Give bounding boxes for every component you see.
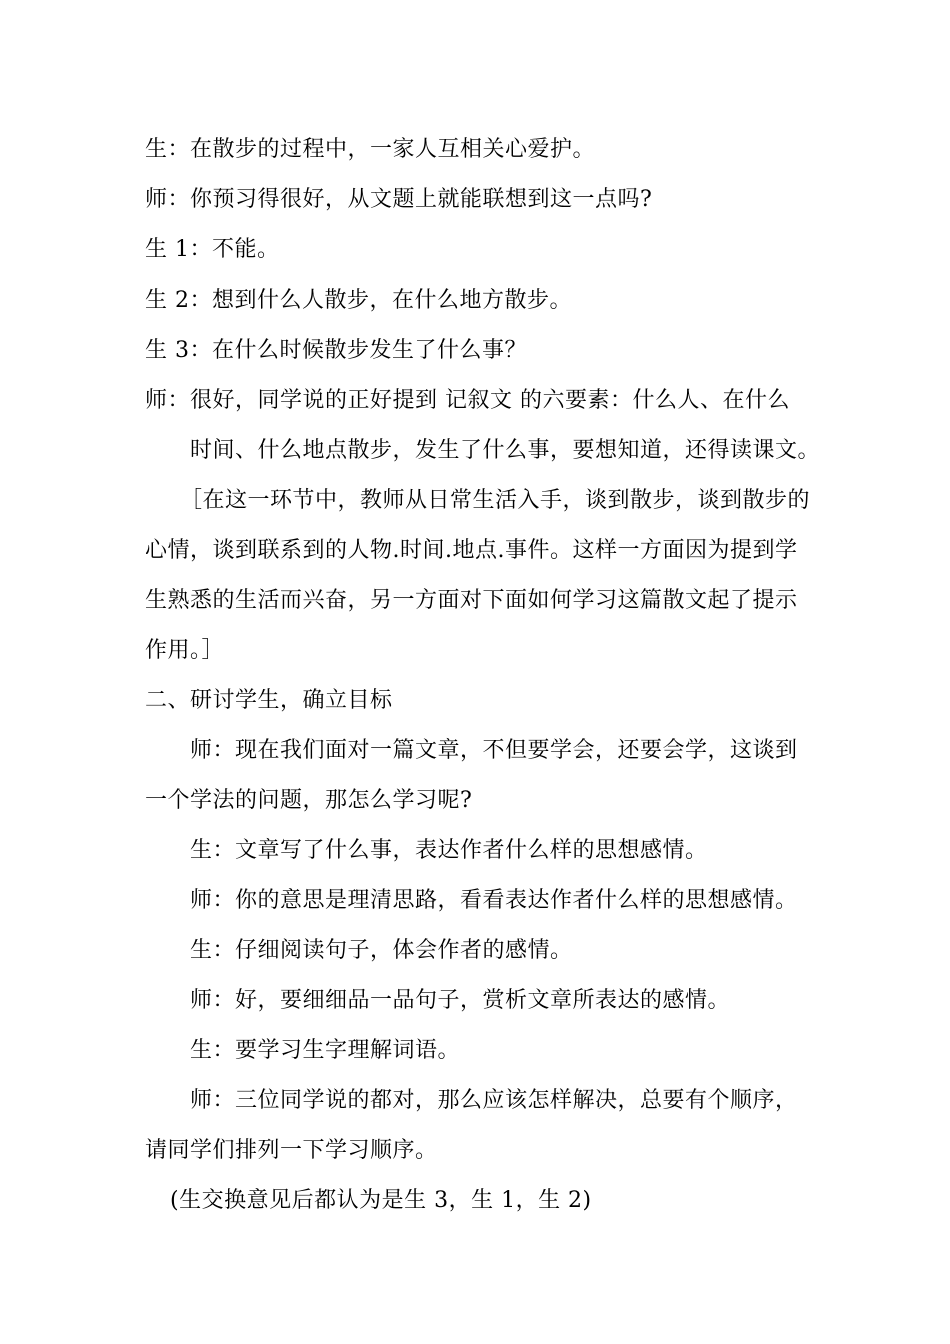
text-line: 生：仔细阅读句子，体会作者的感情。 [190,938,573,963]
text-line: 生熟悉的生活而兴奋，另一方面对下面如何学习这篇散文起了提示 [145,588,798,613]
text-line: ［在这一环节中，教师从日常生活入手，谈到散步，谈到散步的 [180,488,811,513]
text-line: 请同学们排列一下学习顺序。 [145,1138,438,1163]
text-line: 师：现在我们面对一篇文章，不但要学会，还要会学，这谈到 [190,738,798,763]
text-line: 师：你的意思是理清思路，看看表达作者什么样的思想感情。 [190,888,798,913]
text-line: 师：好，要细细品一品句子，赏析文章所表达的感情。 [190,988,731,1013]
text-line: (生交换意见后都认为是生 3，生 1，生 2) [170,1188,592,1213]
text-line: 时间、什么地点散步，发生了什么事，要想知道，还得读课文。 [190,438,821,463]
text-line: 作用。］ [145,638,225,663]
text-line: 生 3：在什么时候散步发生了什么事？ [145,338,527,363]
text-line: 师：你预习得很好，从文题上就能联想到这一点吗? [145,187,653,212]
text-line: 生：文章写了什么事，表达作者什么样的思想感情。 [190,838,708,863]
text-line: 生 2：想到什么人散步，在什么地方散步。 [145,288,572,313]
text-line: 生：要学习生字理解词语。 [190,1038,461,1063]
text-line: 师：很好，同学说的正好提到 记叙文 的六要素：什么人、在什么 [145,388,790,413]
section-heading: 二、研讨学生，确立目标 [145,688,393,713]
text-line: 生 1：不能。 [145,237,280,262]
text-line: 师：三位同学说的都对，那么应该怎样解决，总要有个顺序， [190,1088,798,1113]
text-line: 生：在散步的过程中，一家人互相关心爱护。 [145,137,596,162]
text-line: 一个学法的问题，那怎么学习呢? [145,788,473,813]
text-line: 心情，谈到联系到的人物.时间.地点.事件。这样一方面因为提到学 [145,538,798,563]
